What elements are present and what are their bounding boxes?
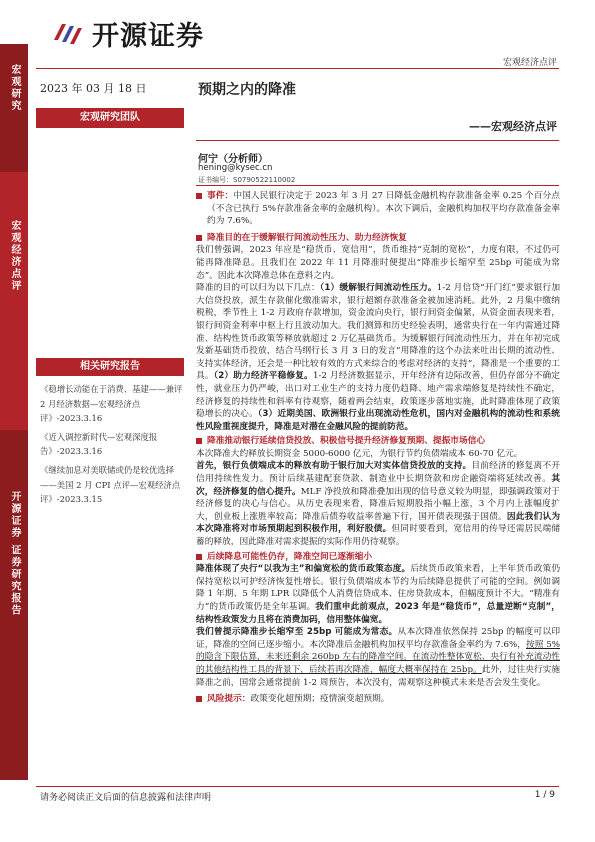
- sidebar-middle-label: 宏观经济点评: [9, 220, 20, 292]
- bullet-square-icon: [196, 235, 202, 241]
- paragraph: 本次降准大约释放长期资金 5000-6000 亿元，为银行节约负债端成本 60-70 亿元。: [196, 448, 523, 459]
- bullet-square-icon: [196, 438, 202, 444]
- author-divider: [196, 185, 559, 186]
- section-heading-1: 降准目的在于缓解银行间流动性压力、助力经济恢复: [196, 232, 560, 245]
- brand-logo-icon: [52, 16, 88, 48]
- section-heading-3: 后续降息可能性仍存，降准空间已逐渐缩小: [196, 551, 560, 564]
- risk-text: 政策变化超预期；疫情演变超预期。: [250, 694, 390, 705]
- related-reports-list: [40, 382, 188, 507]
- sidebar-top-label: 宏观研究: [9, 64, 20, 112]
- related-report-item[interactable]: 《近入调控新时代—宏观深度报告》-2023.3.16: [40, 431, 158, 457]
- subtitle-divider: [196, 140, 559, 141]
- paragraph: 降准的目的可以归为以下几点：（1）缓解银行间流动性压力。1-2 月信贷“开门红”要求银行加大信贷投放，派生存款催化缴准需求，银行超额存款准备金被加速消耗。此外，2 月集中缴纳税税，季节性上 1-2 月政府存款增加，资金流向央行，银行间资金偏紧，从资金面表现来看，银行间资金利率中枢上行且波动加大。我们测算和历史经验表明，通常央行在一年内需通过降准、结构性货币政策等释放就超过 2 万亿基础货币。为缓解银行间流动性压力，并在年初完成发新基础货币投放，结合马纲行长 3 月 3 日的发言“用降准的这个办法来吐出长期的流动性、支持实体经济，还会是一种比较有效的方式来综合的考虑对经济的支持”，降准是一个重要的工具。（2）助力经济平稳修复。1-2 月经济数据显示，开年经济有边际改善，但仍存部分不确定性，就业压力仍严峻，出口对工业生产的支持力度仍趋降、地产需求端修复是持续性不确定，经济修复的持续性和斜率有待观察，随着两会结束，政策逐步落地实施，此时降准体现了政策稳增长的决心。（3）近期美国、欧洲银行业出现流动性危机，国内对金融机构的流动性和系统性风险重视度提升，降准是对潜在金融风险的提前防范。: [196, 283, 561, 432]
- report-date: 2023 年 03 月 18 日: [40, 82, 147, 95]
- team-badge: 宏观研究团队: [36, 108, 184, 128]
- header-divider: [36, 68, 559, 69]
- related-reports-badge: 相关研究报告: [36, 358, 184, 376]
- paragraph: 首先，银行负债端成本的释放有助于银行加大对实体信贷投放的支持。目前经济的修复离不开信用持续性发力。预计后续基建配套贷款、制造业中长期贷款和房企融资端将延续改善。其次，经济修复的信心提升。MLF 净投放和降准叠加出现的信号意义较为明显，即强调政策对于经济修复的决心与信心。从历史表现来看，降准后短期股指小幅上涨，3 个月内上涨幅度扩大，创业板上涨胜率较高；降准后债券收益率普遍下行，国开债表现强于国债。因此我们认为本次降准将对市场预期起到积极作用，利好股债。但同时要看到，宽信用的传导还需居民端储蓄的释放，因此降准对需求提振的实际作用仍待观察。: [196, 461, 561, 548]
- sidebar-section-bottom: [0, 430, 28, 780]
- paragraph: 降准体现了央行“以我为主”和偏宽松的货币政策态度。后续货币政策来看，上半年货币政策仍保持宽松以可护经济恢复性增长。银行负债端成本节约为后续降息提供了可能的空间。例如调降 1 年期、5 年期 LPR 以降低个人消费信贷成本、住房贷款成本，但幅度预计不大。“精准有力”的货币政策仍是全年基调。我们重申此前观点，2023 年是“稳货币”，总量逆断“克制”，结构性政策发力且将在消费加码，信用整体偏宽。: [196, 564, 561, 625]
- author-email[interactable]: hening@kysec.cn: [198, 163, 273, 173]
- paragraph: 我们曾提示降准步长缩窄至 25bp 可能成为常态。从本次降准依然保持 25bp 的幅度可以印证，降准的空间已逐步缩小。本次降准后金融机构加权平均存款准备金率约为 7.6%，按照 5%的隐含下限估算，未来还剩余 260bp 左右的降准空间。在流动性整体宽松、央行有补充流动性的其他结构性工具的背景下，后续若再次降准，幅度大概率保持在 25bp。此外，过往央行实施降准之前，国常会通常提前 1-2 周预告，本次没有，需观察这种模式未来是否会发生变化。: [196, 627, 561, 688]
- sidebar-section-top: [0, 44, 28, 172]
- page-title: 预期之内的降准: [198, 82, 296, 98]
- report-subtitle: ——宏观经济点评: [469, 120, 557, 133]
- related-report-item[interactable]: 《继续加息对美联储或仍是较优选择——美国 2 月 CPI 点评—宏观经济点评》-2023.3.15: [40, 464, 181, 505]
- report-category: 宏观经济点评: [502, 58, 557, 68]
- event-paragraph: [196, 190, 560, 228]
- risk-paragraph: [196, 693, 560, 706]
- related-report-item[interactable]: 《稳增长动能在于消费、基建——兼评 2 月经济数据—宏观经济点评》-2023.3.16: [40, 384, 183, 424]
- footer-disclaimer: 请务必阅读正文后面的信息披露和法律声明: [40, 793, 212, 803]
- bullet-square-icon: [196, 554, 202, 560]
- bullet-square-icon: [196, 696, 202, 702]
- sidebar-bottom-label: 开源证券 证券研究报告: [9, 491, 20, 617]
- brand-name: 开源证券: [92, 21, 204, 52]
- sidebar-section-middle: [0, 172, 28, 430]
- report-body: [196, 190, 560, 706]
- footer-divider: [36, 786, 559, 787]
- paragraph: 我们曾强调，2023 年应是“稳货币、宽信用”，货币维持“克制的宽松”，力度有限，不过仍可能再降准降息。且我们在 2022 年 11 月降准时便提出“降准步长缩窄至 25bp 可能成为常态”。因此本次降准总体在意料之内。: [196, 245, 560, 281]
- event-text: 中国人民银行决定于 2023 年 3 月 27 日降低金融机构存款准备金率 0.25 个百分点（不含已执行 5%存款准备金率的金融机构）。本次下调后，金融机构加权平均存款准备金率约为 7.6%。: [207, 191, 560, 227]
- risk-key: 风险提示：: [207, 694, 251, 705]
- section-heading-2: 降准推动银行延续信贷投放、积极信号提升经济修复预期、提振市场信心: [196, 435, 560, 448]
- page-number: 1 / 9: [534, 790, 555, 800]
- author-cert: 证书编号：S0790522110002: [198, 176, 296, 184]
- bullet-square-icon: [196, 193, 202, 199]
- author-name: 何宁（分析师）: [198, 154, 268, 165]
- event-key: 事件：: [207, 191, 234, 201]
